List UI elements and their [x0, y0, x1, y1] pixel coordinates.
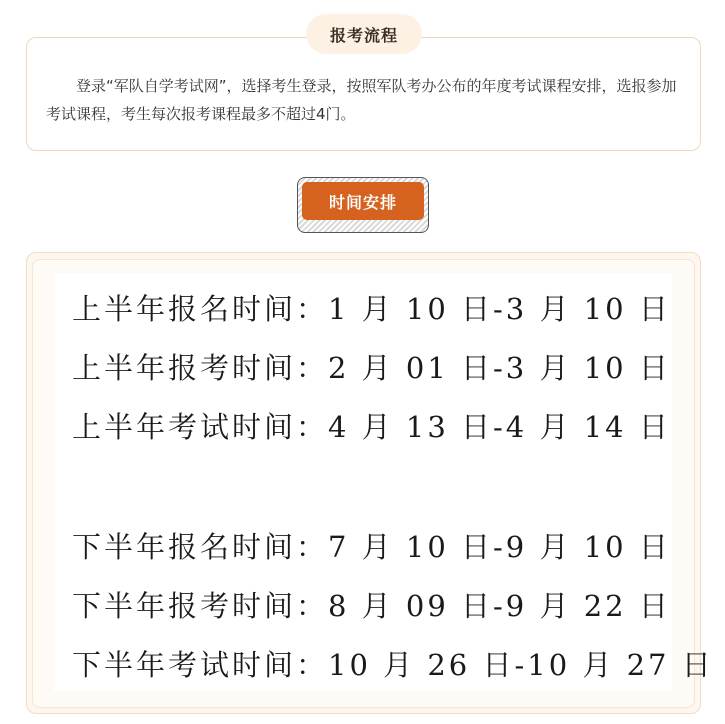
schedule-row: 上半年报考时间：2 月 01 日-3 月 10 日	[72, 351, 671, 385]
section-title: 报考流程	[306, 14, 422, 54]
schedule-button[interactable]: 时间安排	[302, 182, 424, 220]
schedule-row: 上半年报名时间：1 月 10 日-3 月 10 日	[72, 292, 671, 326]
schedule-row: 上半年考试时间：4 月 13 日-4 月 14 日	[72, 410, 671, 444]
schedule-image	[54, 273, 714, 691]
schedule-row: 下半年报名时间：7 月 10 日-9 月 10 日	[72, 530, 671, 564]
schedule-row: 下半年考试时间：10 月 26 日-10 月 27 日	[72, 648, 714, 682]
process-paragraph: 登录“军队自学考试网”，选择考生登录，按照军队考办公布的年度考试课程安排，选报参加考试课程，考生每次报考课程最多不超过4门。	[46, 77, 677, 123]
schedule-row: 下半年报考时间：8 月 09 日-9 月 22 日	[72, 589, 671, 623]
schedule-button-frame[interactable]	[297, 177, 429, 233]
